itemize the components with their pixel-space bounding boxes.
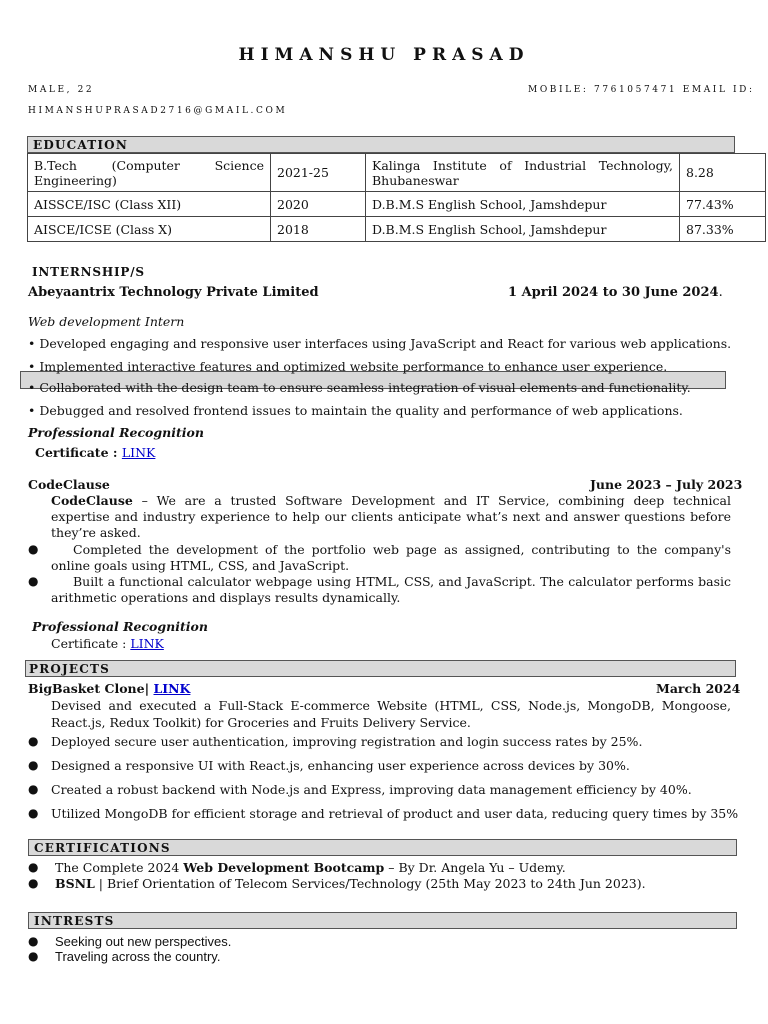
- bullet-text: Collaborated with the design team to ensure seamless integration of visual elements and functionality.: [39, 380, 691, 395]
- list-item: Deployed secure user authentication, improving registration and login success rates by 25%.: [51, 734, 643, 749]
- codeclause-dates: June 2023 – July 2023: [590, 477, 743, 492]
- score-cell: 87.33%: [680, 217, 766, 242]
- list-item: [28, 403, 683, 418]
- candidate-name: HIMANSHU PRASAD: [238, 45, 530, 65]
- project-title-line: [28, 681, 190, 696]
- bullet-icon: ●: [28, 782, 39, 796]
- abeyaantrix-role: Web development Intern: [28, 314, 185, 329]
- degree-cell: B.Tech (Computer Science Engineering): [28, 154, 271, 192]
- codeclause-company: CodeClause: [28, 477, 110, 492]
- certificate-link[interactable]: LINK: [121, 445, 156, 460]
- institute-cell: Kalinga Institute of Industrial Technology, Bhubaneswar: [366, 154, 680, 192]
- degree-cell: AISSCE/ISC (Class XII): [28, 192, 271, 217]
- bullet-icon: ●: [28, 876, 39, 890]
- bullet-icon: ●: [28, 758, 39, 772]
- bullet-text: Implemented interactive features and optimized website performance to enhance user experience.: [39, 359, 668, 374]
- project-link[interactable]: LINK: [153, 681, 191, 696]
- list-item: [28, 380, 691, 395]
- score-cell: 77.43%: [680, 192, 766, 217]
- abeyaantrix-company: Abeyaantrix Technology Private Limited: [28, 285, 319, 300]
- table-row: [28, 192, 766, 217]
- internships-heading: INTERNSHIP/S: [32, 265, 145, 279]
- list-item: [28, 336, 731, 351]
- institute-cell: D.B.M.S English School, Jamshdepur: [366, 217, 680, 242]
- interests-heading: INTRESTS: [28, 912, 737, 929]
- bullet-icon: ●: [28, 734, 39, 748]
- cert-bold: BSNL: [55, 876, 95, 891]
- cert-bold: Web Development Bootcamp: [183, 860, 385, 875]
- bullet-icon: ●: [28, 934, 39, 948]
- table-row: [28, 154, 766, 192]
- list-item: Utilized MongoDB for efficient storage and retrieval of product and user data, reducing query times by 35%: [51, 806, 739, 821]
- years-cell: 2020: [271, 192, 366, 217]
- education-heading: EDUCATION: [27, 136, 735, 153]
- list-item: [28, 359, 667, 374]
- certificate-link[interactable]: LINK: [130, 636, 164, 651]
- certificate-line: [35, 445, 155, 460]
- email-address: HIMANSHUPRASAD2716@GMAIL.COM: [28, 106, 288, 116]
- bullet-icon: ●: [28, 860, 39, 874]
- list-item: Completed the development of the portfolio web page as assigned, contributing to the company's online goals using HTML, CSS, and JavaScript.: [51, 542, 731, 573]
- codeclause-description: [51, 493, 731, 541]
- bullet-icon: •: [28, 336, 40, 351]
- bullet-text: Debugged and resolved frontend issues to maintain the quality and performance of web applications.: [39, 403, 683, 418]
- project-date: March 2024: [656, 681, 741, 696]
- mobile-email-label: MOBILE: 7761057471 EMAIL ID:: [528, 85, 755, 95]
- education-table: [27, 153, 766, 242]
- recognition-heading: Professional Recognition: [28, 425, 204, 440]
- cert-pre: The Complete 2024: [55, 860, 184, 875]
- years-cell: 2018: [271, 217, 366, 242]
- desc-bold: CodeClause: [51, 493, 133, 508]
- list-item: Built a functional calculator webpage using HTML, CSS, and JavaScript. The calculator performs basic arithmetic operations and displays results dynamically.: [51, 574, 731, 605]
- bullet-icon: ●: [28, 949, 39, 963]
- certificate-label: Certificate :: [51, 636, 131, 651]
- bullet-icon: •: [28, 380, 40, 395]
- cert-post: – By Dr. Angela Yu – Udemy.: [384, 860, 566, 875]
- table-row: [28, 217, 766, 242]
- certificate-line: [51, 636, 164, 651]
- bullet-icon: ●: [28, 806, 39, 820]
- cert-post: | Brief Orientation of Telecom Services/Technology (25th May 2023 to 24th Jun 2023).: [94, 876, 646, 891]
- abeyaantrix-dates-wrap: [508, 285, 723, 300]
- bullet-icon: ●: [28, 574, 39, 588]
- bullet-icon: •: [28, 359, 40, 374]
- institute-cell: D.B.M.S English School, Jamshdepur: [366, 192, 680, 217]
- degree-cell: AISCE/ICSE (Class X): [28, 217, 271, 242]
- bullet-text: Developed engaging and responsive user interfaces using JavaScript and React for various web applications.: [39, 336, 732, 351]
- list-item: Created a robust backend with Node.js and Express, improving data management efficiency by 40%.: [51, 782, 692, 797]
- gender-age: MALE, 22: [28, 85, 95, 95]
- certificate-label: Certificate :: [35, 445, 122, 460]
- dates-dot: .: [718, 285, 723, 300]
- bullet-icon: ●: [28, 542, 39, 556]
- years-cell: 2021-25: [271, 154, 366, 192]
- project-description: Devised and executed a Full-Stack E-commerce Website (HTML, CSS, Node.js, MongoDB, Mongoose, React.js, Redux Toolkit) for Groceries and Fruits Delivery Service.: [51, 698, 731, 730]
- score-cell: 8.28: [680, 154, 766, 192]
- bullet-icon: •: [28, 403, 40, 418]
- abeyaantrix-dates: 1 April 2024 to 30 June 2024: [508, 285, 719, 300]
- certifications-heading: CERTIFICATIONS: [28, 839, 737, 856]
- list-item: Designed a responsive UI with React.js, enhancing user experience across devices by 30%.: [51, 758, 630, 773]
- recognition-heading: Professional Recognition: [32, 619, 208, 634]
- separator: |: [144, 681, 154, 696]
- project-name: BigBasket Clone: [28, 681, 145, 696]
- certification-item: [55, 876, 646, 891]
- desc-text: – We are a trusted Software Development and IT Service, combining deep technical expertise and industry experience to help our clients anticipate what’s next and answer questions before they’re asked.: [51, 493, 731, 540]
- interest-item: Seeking out new perspectives.: [55, 934, 232, 949]
- projects-heading: PROJECTS: [25, 660, 736, 677]
- interest-item: Traveling across the country.: [55, 949, 221, 964]
- certification-item: [55, 860, 566, 875]
